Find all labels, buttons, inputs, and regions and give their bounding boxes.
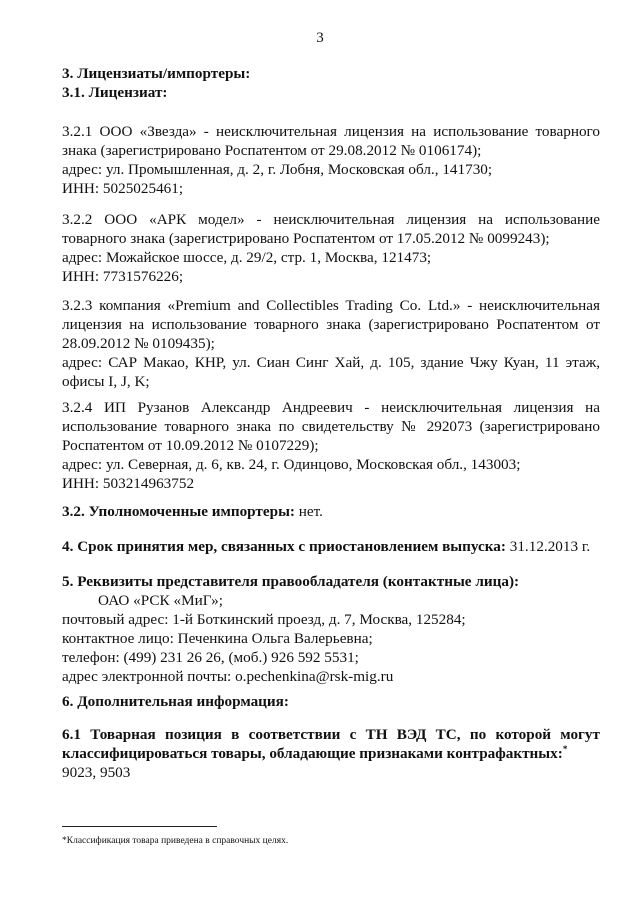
licensee-description: 3.2.1 ООО «Звезда» - неисключительная лицензия на использование товарного знака (зарегистрировано Роспатентом от 29.08.2012 № 0106174); [62, 123, 600, 159]
licensee-entry [62, 296, 600, 391]
licensee-entry [62, 122, 600, 198]
section-6-1-text [62, 725, 600, 763]
licensee-inn: ИНН: 503214963752 [62, 475, 195, 492]
section-5-heading: 5. Реквизиты представителя правообладателя (контактные лица): [62, 573, 520, 590]
section-3-2-label: 3.2. Уполномоченные импортеры: [62, 503, 295, 520]
section-3-2 [62, 502, 600, 521]
contact-person: контактное лицо: Печенкина Ольга Валерьевна; [62, 630, 373, 647]
section-6-heading: 6. Дополнительная информация: [62, 693, 289, 710]
section-3-1-heading: 3.1. Лицензиат: [62, 84, 168, 101]
section-6-1 [62, 725, 600, 782]
licensee-description: 3.2.4 ИП Рузанов Александр Андреевич - неисключительная лицензия на использование товарного знака по свидетельству № 292073 (зарегистрировано Роспатентом от 10.09.2012 № 0107229); [62, 399, 600, 454]
section-3-heading: 3. Лицензиаты/импортеры: [62, 65, 251, 82]
section-4 [62, 537, 600, 556]
phone: телефон: (499) 231 26 26, (моб.) 926 592 5531; [62, 649, 359, 666]
section-5 [62, 572, 600, 686]
footnote-divider [62, 826, 217, 827]
section-4-value: 31.12.2013 г. [505, 538, 591, 555]
footnote: *Классификация товара приведена в справочных целях. [62, 836, 289, 846]
email: адрес электронной почты: o.pechenkina@rsk-mig.ru [62, 668, 394, 685]
licensee-address: адрес: Можайское шоссе, д. 29/2, стр. 1, Москва, 121473; [62, 249, 432, 266]
licensee-inn: ИНН: 7731576226; [62, 268, 184, 285]
licensee-entry [62, 210, 600, 286]
licensee-address: адрес: ул. Промышленная, д. 2, г. Лобня, Московская обл., 141730; [62, 161, 493, 178]
licensee-entry [62, 398, 600, 493]
licensee-inn: ИНН: 5025025461; [62, 180, 184, 197]
licensee-description: 3.2.2 ООО «АРК модел» - неисключительная лицензия на использование товарного знака (зарегистрировано Роспатентом от 17.05.2012 № 0099243); [62, 211, 600, 247]
licensee-description: 3.2.3 компания «Premium and Collectibles Trading Co. Ltd.» - неисключительная лицензия на использование товарного знака (зарегистрировано Роспатентом от 28.09.2012 № 0109435); [62, 297, 600, 352]
footnote-mark: * [562, 744, 568, 754]
section-3-2-value: нет. [295, 503, 323, 520]
postal-address: почтовый адрес: 1-й Боткинский проезд, д. 7, Москва, 125284; [62, 611, 466, 628]
section-4-label: 4. Срок принятия мер, связанных с приостановлением выпуска: [62, 538, 506, 555]
section-6-1-title: 6.1 Товарная позиция в соответствии с ТН ВЭД ТС, по которой могут классифицироваться товары, обладающие признаками контрафактных: [62, 726, 600, 762]
licensee-address: адрес: ул. Северная, д. 6, кв. 24, г. Одинцово, Московская обл., 143003; [62, 456, 521, 473]
commodity-codes: 9023, 9503 [62, 764, 131, 781]
page-number: 3 [316, 30, 324, 46]
licensee-address: адрес: САР Макао, КНР, ул. Сиан Синг Хай, д. 105, здание Чжу Куан, 11 этаж, офисы I, J, K; [62, 354, 600, 390]
representative-org: ОАО «РСК «МиГ»; [98, 592, 223, 609]
